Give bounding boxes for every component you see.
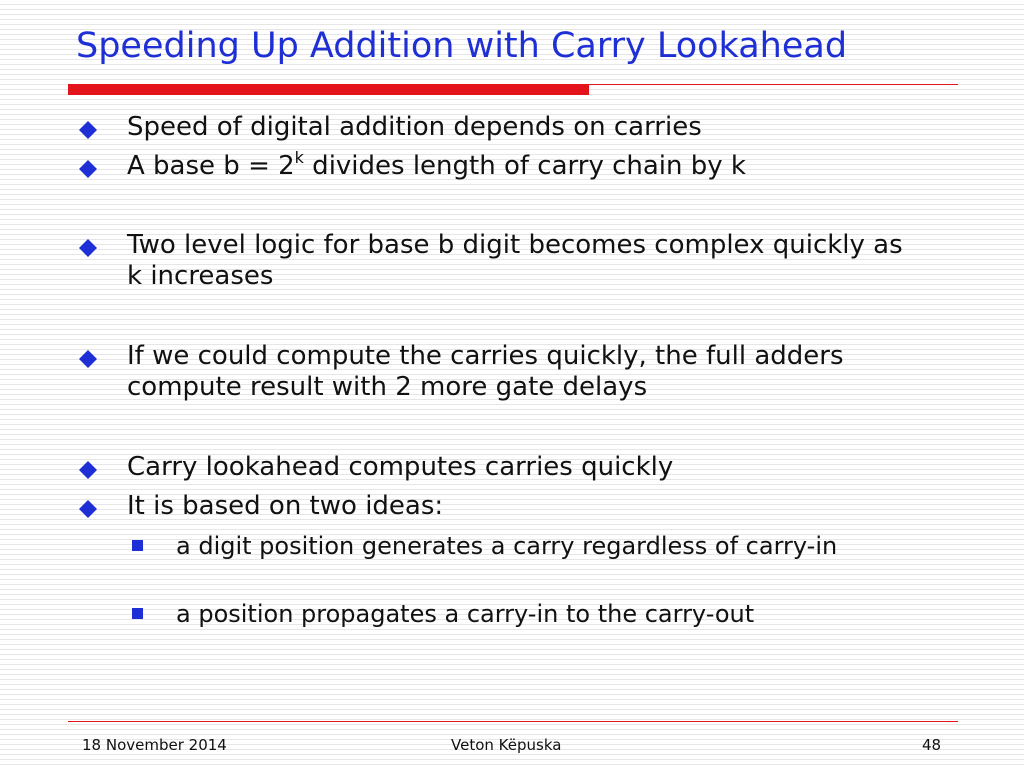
sub-bullet-item (132, 531, 956, 561)
footer-author: Veton Këpuska (451, 736, 562, 754)
title-underline-thick (68, 84, 589, 95)
bullet-text-end: divides length of carry chain by k (303, 151, 746, 181)
sub-bullet-text: a digit position generates a carry regardless of carry-in (176, 532, 838, 560)
bullet-item (78, 148, 917, 182)
bullet-item (78, 491, 917, 522)
diamond-bullet-icon (78, 349, 98, 369)
diamond-bullet-icon (78, 120, 98, 140)
footer-divider (68, 721, 958, 722)
bullet-text: Speed of digital addition depends on carries (127, 112, 702, 142)
sub-bullet-item (132, 599, 956, 629)
bullet-item (78, 341, 917, 403)
bullet-text: Two level logic for base b digit becomes complex quickly as k increases (127, 230, 903, 291)
diamond-bullet-icon (78, 460, 98, 480)
footer-date: 18 November 2014 (82, 736, 227, 754)
bullet-text: It is based on two ideas: (127, 491, 444, 521)
bullet-text-start: A base b = 2 (127, 151, 295, 181)
bullet-text: If we could compute the carries quickly, the full adders compute result with 2 more gate delays (127, 341, 844, 402)
bullet-text (127, 148, 917, 182)
bullet-item (78, 112, 917, 143)
diamond-bullet-icon (78, 499, 98, 519)
diamond-bullet-icon (78, 159, 98, 179)
bullet-item (78, 230, 917, 292)
superscript-exponent: k (294, 148, 304, 168)
diamond-bullet-icon (78, 238, 98, 258)
slide-number: 48 (922, 736, 942, 754)
slide-title: Speeding Up Addition with Carry Lookahead (76, 26, 848, 66)
bullet-item (78, 452, 917, 483)
bullet-text: Carry lookahead computes carries quickly (127, 452, 674, 482)
sub-bullet-text: a position propagates a carry-in to the carry-out (176, 600, 755, 628)
square-bullet-icon (132, 540, 143, 551)
square-bullet-icon (132, 608, 143, 619)
